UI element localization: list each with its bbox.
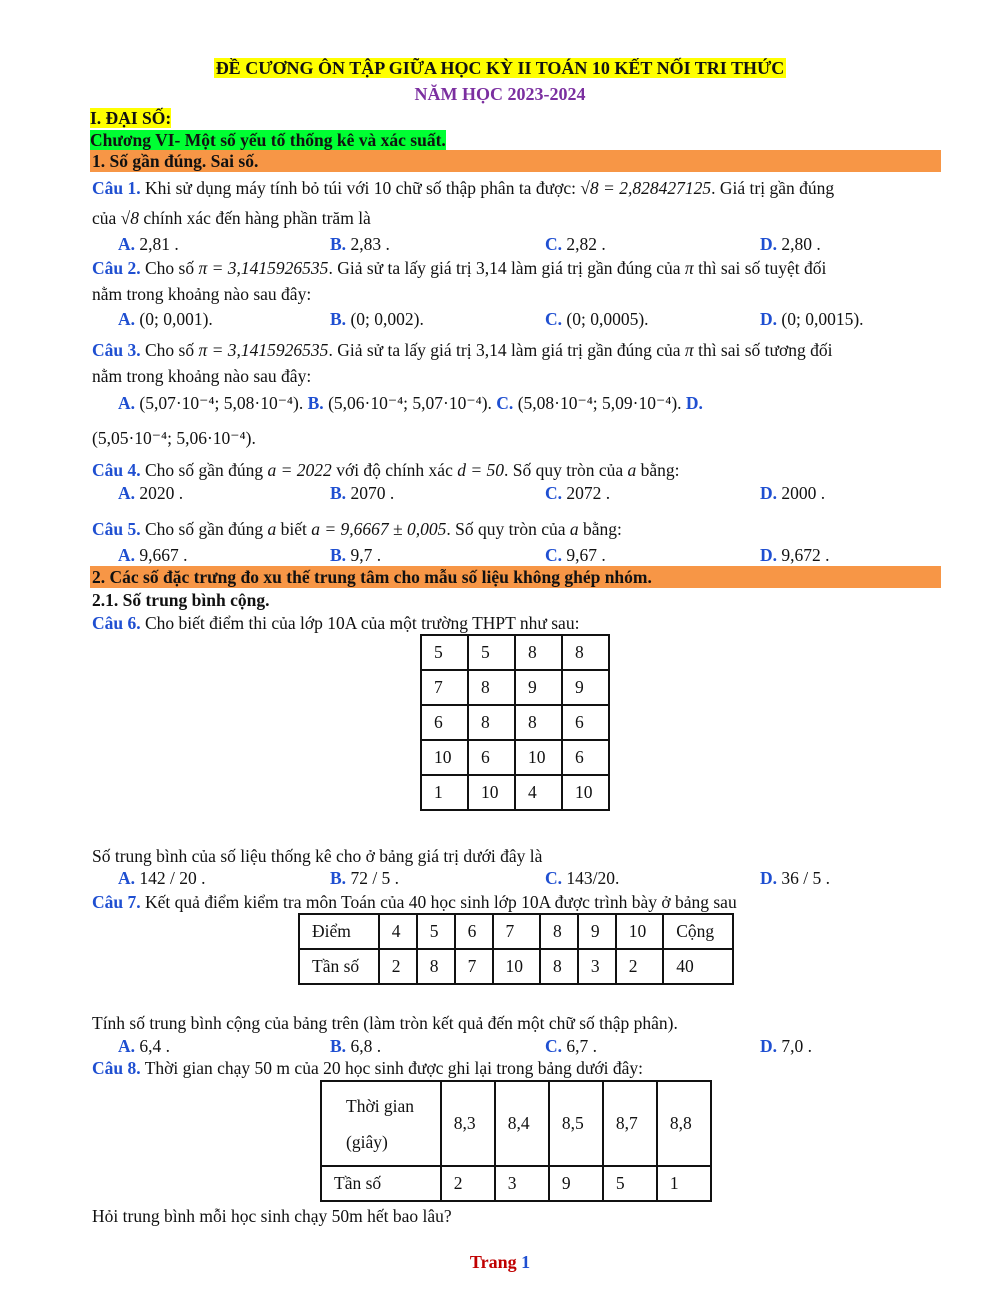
q8-table — [320, 1080, 712, 1202]
q4-option-b: B. 2070 . — [330, 483, 395, 503]
table-row: 6 8 8 6 — [421, 705, 609, 740]
q7-option-a: A. 6,4 . — [118, 1036, 171, 1056]
page-footer: Trang 1 — [469, 1252, 531, 1272]
part2-heading: 2. Các số đặc trưng đo xu thế trung tâm cho mẫu số liệu không ghép nhóm. — [90, 566, 941, 588]
question-2: Câu 2. Cho số π = 3,1415926535. Giả sử ta lấy giá trị 3,14 làm giá trị gần đúng của π thì sai số tuyệt đối — [92, 258, 827, 278]
question-3: Câu 3. Cho số π = 3,1415926535. Giả sử ta lấy giá trị 3,14 làm giá trị gần đúng của π thì sai số tương đối — [92, 340, 833, 360]
q8-prompt: Hỏi trung bình mỗi học sinh chạy 50m hết bao lâu? — [92, 1206, 452, 1226]
question-3-line2: nằm trong khoảng nào sau đây: — [92, 366, 312, 386]
table-row: Thời gian (giây) 8,3 8,4 8,5 8,7 8,8 — [321, 1081, 711, 1166]
q5-option-d: D. 9,672 . — [760, 545, 830, 565]
q7-option-c: C. 6,7 . — [545, 1036, 598, 1056]
question-5: Câu 5. Cho số gần đúng a biết a = 9,6667 ± 0,005. Số quy tròn của a bằng: — [92, 519, 622, 539]
chapter-heading: Chương VI- Một số yếu tố thống kê và xác suất. — [90, 130, 446, 150]
q4-option-c: C. 2072 . — [545, 483, 611, 503]
q4-option-a: A. 2020 . — [118, 483, 184, 503]
q7-option-b: B. 6,8 . — [330, 1036, 382, 1056]
q6-option-b: B. 72 / 5 . — [330, 868, 400, 888]
table-row: 5 5 8 8 — [421, 635, 609, 670]
document-year: NĂM HỌC 2023-2024 — [414, 84, 586, 104]
table-row: Điểm 4 5 6 7 8 9 10 Cộng — [299, 914, 733, 949]
q5-option-b: B. 9,7 . — [330, 545, 382, 565]
q7-option-d: D. 7,0 . — [760, 1036, 813, 1056]
document-title: ĐỀ CƯƠNG ÔN TẬP GIỮA HỌC KỲ II TOÁN 10 KẾT NỐI TRI THỨC — [215, 58, 785, 78]
q2-option-a: A. (0; 0,001). — [118, 309, 213, 329]
question-4: Câu 4. Cho số gần đúng a = 2022 với độ chính xác d = 50. Số quy tròn của a bằng: — [92, 460, 680, 480]
q6-option-d: D. 36 / 5 . — [760, 868, 831, 888]
table-row: Tần số 2 8 7 10 8 3 2 40 — [299, 949, 733, 984]
q1-option-a: A. 2,81 . — [118, 234, 179, 254]
q7-prompt: Tính số trung bình cộng của bảng trên (làm tròn kết quả đến một chữ số thập phân). — [92, 1013, 678, 1033]
q5-option-c: C. 9,67 . — [545, 545, 606, 565]
q3-option-d: (5,05·10⁻⁴; 5,06·10⁻⁴). — [92, 428, 256, 448]
question-2-line2: nằm trong khoảng nào sau đây: — [92, 284, 312, 304]
q2-option-c: C. (0; 0,0005). — [545, 309, 649, 329]
q1-option-d: D. 2,80 . — [760, 234, 821, 254]
table-row: 1 10 4 10 — [421, 775, 609, 810]
section-heading: I. ĐẠI SỐ: — [90, 108, 172, 128]
table-row: Tần số 2 3 9 5 1 — [321, 1166, 711, 1201]
q3-options-line: A. (5,07·10⁻⁴; 5,08·10⁻⁴). B. (5,06·10⁻⁴; 5,07·10⁻⁴). C. (5,08·10⁻⁴; 5,09·10⁻⁴). D. — [118, 393, 703, 413]
q2-option-b: B. (0; 0,002). — [330, 309, 424, 329]
question-8: Câu 8. Thời gian chạy 50 m của 20 học sinh được ghi lại trong bảng dưới đây: — [92, 1058, 643, 1078]
q2-option-d: D. (0; 0,0015). — [760, 309, 864, 329]
question-7: Câu 7. Kết quả điểm kiểm tra môn Toán của 40 học sinh lớp 10A được trình bày ở bảng sau — [92, 892, 737, 912]
part1-heading: 1. Số gần đúng. Sai số. — [90, 150, 941, 172]
part21-heading: 2.1. Số trung bình cộng. — [92, 590, 270, 610]
question-1: Câu 1. Khi sử dụng máy tính bỏ túi với 10 chữ số thập phân ta được: √8 = 2,828427125. Giá trị gần đúng — [92, 178, 835, 198]
q6-prompt: Số trung bình của số liệu thống kê cho ở bảng giá trị dưới đây là — [92, 846, 543, 866]
q1-option-c: C. 2,82 . — [545, 234, 606, 254]
q5-option-a: A. 9,667 . — [118, 545, 188, 565]
q6-table — [420, 634, 610, 811]
question-1-line2: của √8 chính xác đến hàng phần trăm là — [92, 208, 371, 228]
q4-option-d: D. 2000 . — [760, 483, 826, 503]
table-row: 7 8 9 9 — [421, 670, 609, 705]
question-6: Câu 6. Cho biết điểm thi của lớp 10A của một trường THPT như sau: — [92, 613, 580, 633]
table-row: 10 6 10 6 — [421, 740, 609, 775]
q6-option-a: A. 142 / 20 . — [118, 868, 206, 888]
q1-option-b: B. 2,83 . — [330, 234, 390, 254]
q7-table — [298, 913, 734, 985]
q6-option-c: C. 143/20. — [545, 868, 620, 888]
